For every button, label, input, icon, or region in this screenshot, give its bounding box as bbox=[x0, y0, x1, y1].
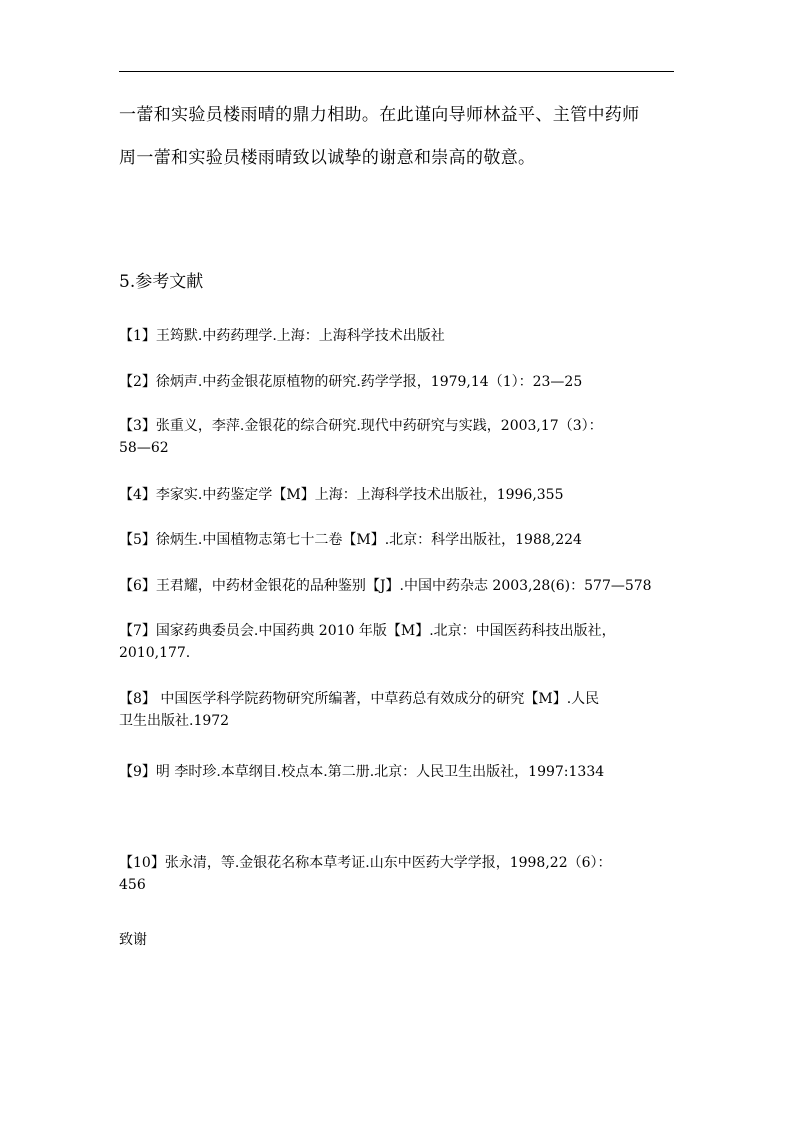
reference-line: 【6】王君耀，中药材金银花的品种鉴别【J】.中国中药杂志 2003,28(6)：577—578 bbox=[119, 578, 652, 594]
reference-item-5 bbox=[119, 529, 679, 551]
reference-item-2 bbox=[119, 371, 679, 393]
reference-item-4 bbox=[119, 484, 679, 506]
reference-line: 2010,177. bbox=[119, 645, 191, 661]
reference-line: 456 bbox=[119, 877, 146, 893]
reference-line: 【4】李家实.中药鉴定学【M】上海：上海科学技术出版社，1996,355 bbox=[119, 487, 564, 503]
reference-item-1 bbox=[119, 325, 679, 347]
reference-item-8 bbox=[119, 688, 679, 732]
reference-line: 【9】明 李时珍.本草纲目.校点本.第二册.北京：人民卫生出版社，1997:1334 bbox=[119, 764, 605, 780]
reference-line: 【7】国家药典委员会.中国药典 2010 年版【M】.北京：中国医药科技出版社， bbox=[119, 623, 616, 639]
reference-line: 【2】徐炳声.中药金银花原植物的研究.药学学报，1979,14（1）：23—25 bbox=[119, 374, 583, 390]
reference-item-3 bbox=[119, 415, 679, 459]
paragraph-line: 周一蕾和实验员楼雨晴致以诚挚的谢意和崇高的敬意。 bbox=[119, 148, 536, 168]
paragraph-line: 一蕾和实验员楼雨晴的鼎力相助。在此谨向导师林益平、主管中药师 bbox=[119, 105, 640, 125]
reference-line: 【5】徐炳生.中国植物志第七十二卷【M】.北京：科学出版社，1988,224 bbox=[119, 532, 582, 548]
reference-line: 卫生出版社.1972 bbox=[119, 713, 230, 729]
reference-line: 【3】张重义，李萍.金银花的综合研究.现代中药研究与实践，2003,17（3）： bbox=[119, 418, 603, 434]
reference-line: 【1】王筠默.中药药理学.上海：上海科学技术出版社 bbox=[119, 328, 445, 344]
reference-line: 【10】张永清，等.金银花名称本草考证.山东中医药大学学报，1998,22（6）： bbox=[119, 855, 612, 871]
reference-item-10 bbox=[119, 852, 679, 896]
reference-item-9 bbox=[119, 761, 679, 783]
section-title-references: 5.参考文献 bbox=[119, 272, 204, 292]
reference-line: 58—62 bbox=[119, 440, 169, 456]
header-rule bbox=[119, 71, 674, 72]
acknowledgement-heading: 致谢 bbox=[119, 932, 147, 948]
reference-line: 【8】 中国医学科学院药物研究所编著，中草药总有效成分的研究【M】.人民 bbox=[119, 691, 600, 707]
reference-item-7 bbox=[119, 620, 679, 664]
reference-item-6 bbox=[119, 575, 679, 597]
acknowledgement-paragraph bbox=[119, 94, 679, 180]
